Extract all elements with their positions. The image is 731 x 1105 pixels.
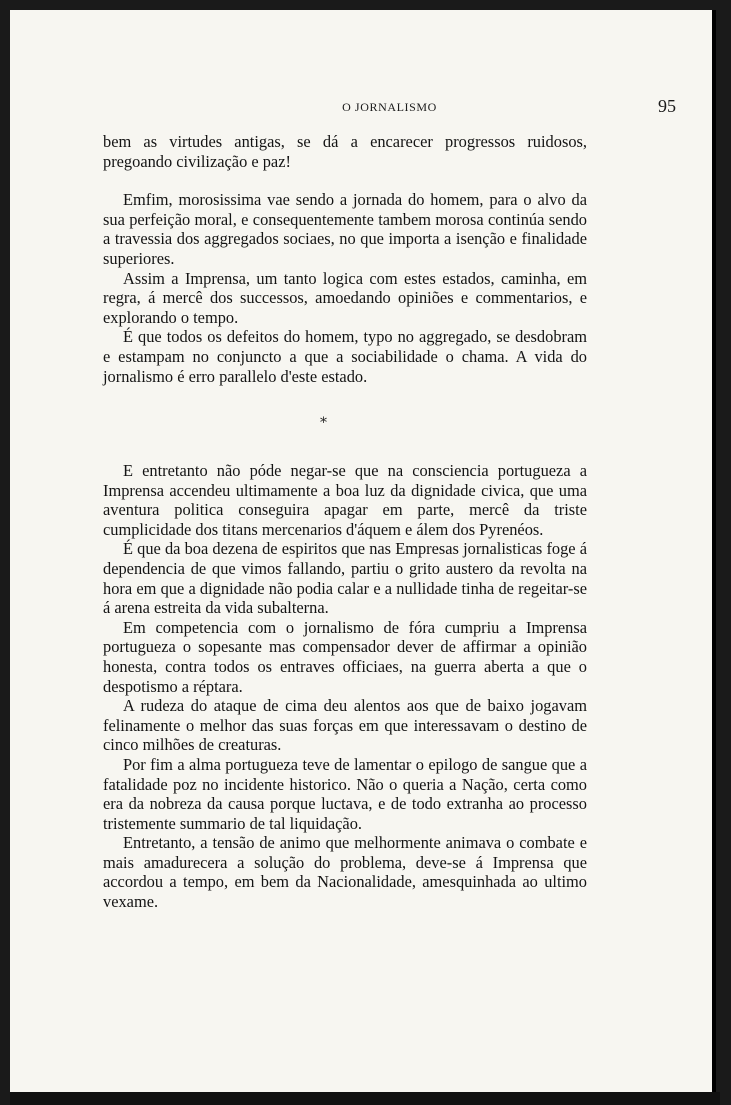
running-title: O JORNALISMO [342,100,437,114]
paragraph: Entretanto, a tensão de animo que melhormente animava o combate e mais amadurecera a solução do problema, deve-se á Imprensa que accordou a tempo, em bem da Nacionalidade, amesquinhada ao ultimo vexame. [103,833,587,912]
book-page [10,10,716,1092]
paragraph: bem as virtudes antigas, se dá a encarecer progressos ruidosos, pregoando civilização e paz! [103,132,587,171]
page-number: 95 [658,96,676,116]
section-separator: * [320,415,327,431]
paragraph: Em competencia com o jornalismo de fóra cumpriu a Imprensa portugueza o sopesante mas compensador dever de affirmar a opinião honesta, contra todos os entraves officiaes, na guerra aberta a que o despotismo a réptara. [103,617,587,696]
scan-border [10,1092,720,1105]
paragraph: Por fim a alma portugueza teve de lamentar o epilogo de sangue que a fatalidade poz no incidente historico. Não o queria a Nação, certa como era da nobreza da causa porque luctava, e de todo extranha ao processo tristemente summario de tal liquidação. [103,754,587,833]
running-head [103,96,676,118]
text-block-bottom [103,461,587,912]
text-block-top [103,132,587,386]
paragraph: A rudeza do ataque de cima deu alentos aos que de baixo jogavam felinamente o melhor das suas forças em que interessavam o destino de cinco milhões de creaturas. [103,696,587,755]
paragraph: E entretanto não póde negar-se que na consciencia portugueza a Imprensa accendeu ultimamente a boa luz da dignidade civica, que uma aventura politica conseguira apagar em parte, mercê da triste cumplicidade dos titans mercenarios d'áquem e álem dos Pyrenéos. [103,461,587,539]
paragraph: Assim a Imprensa, um tanto logica com estes estados, caminha, em regra, á mercê dos successos, amoedando opiniões e commentarios, e explorando o tempo. [103,268,587,327]
paragraph: Emfim, morosissima vae sendo a jornada do homem, para o alvo da sua perfeição moral, e consequentemente tambem morosa continúa sendo a travessia dos aggregados sociaes, no que importa a isenção e finalidade superiores. [103,190,587,268]
paragraph: É que todos os defeitos do homem, typo no aggregado, se desdobram e estampam no conjuncto a que a sociabilidade o chama. A vida do jornalismo é erro parallelo d'este estado. [103,327,587,386]
paragraph: É que da boa dezena de espiritos que nas Empresas jornalisticas foge á dependencia de que vimos fallando, partiu o grito austero da revolta na hora em que a dignidade não podia calar e a nullidade tinha de regeitar-se á arena estreita da vida subalterna. [103,539,587,618]
